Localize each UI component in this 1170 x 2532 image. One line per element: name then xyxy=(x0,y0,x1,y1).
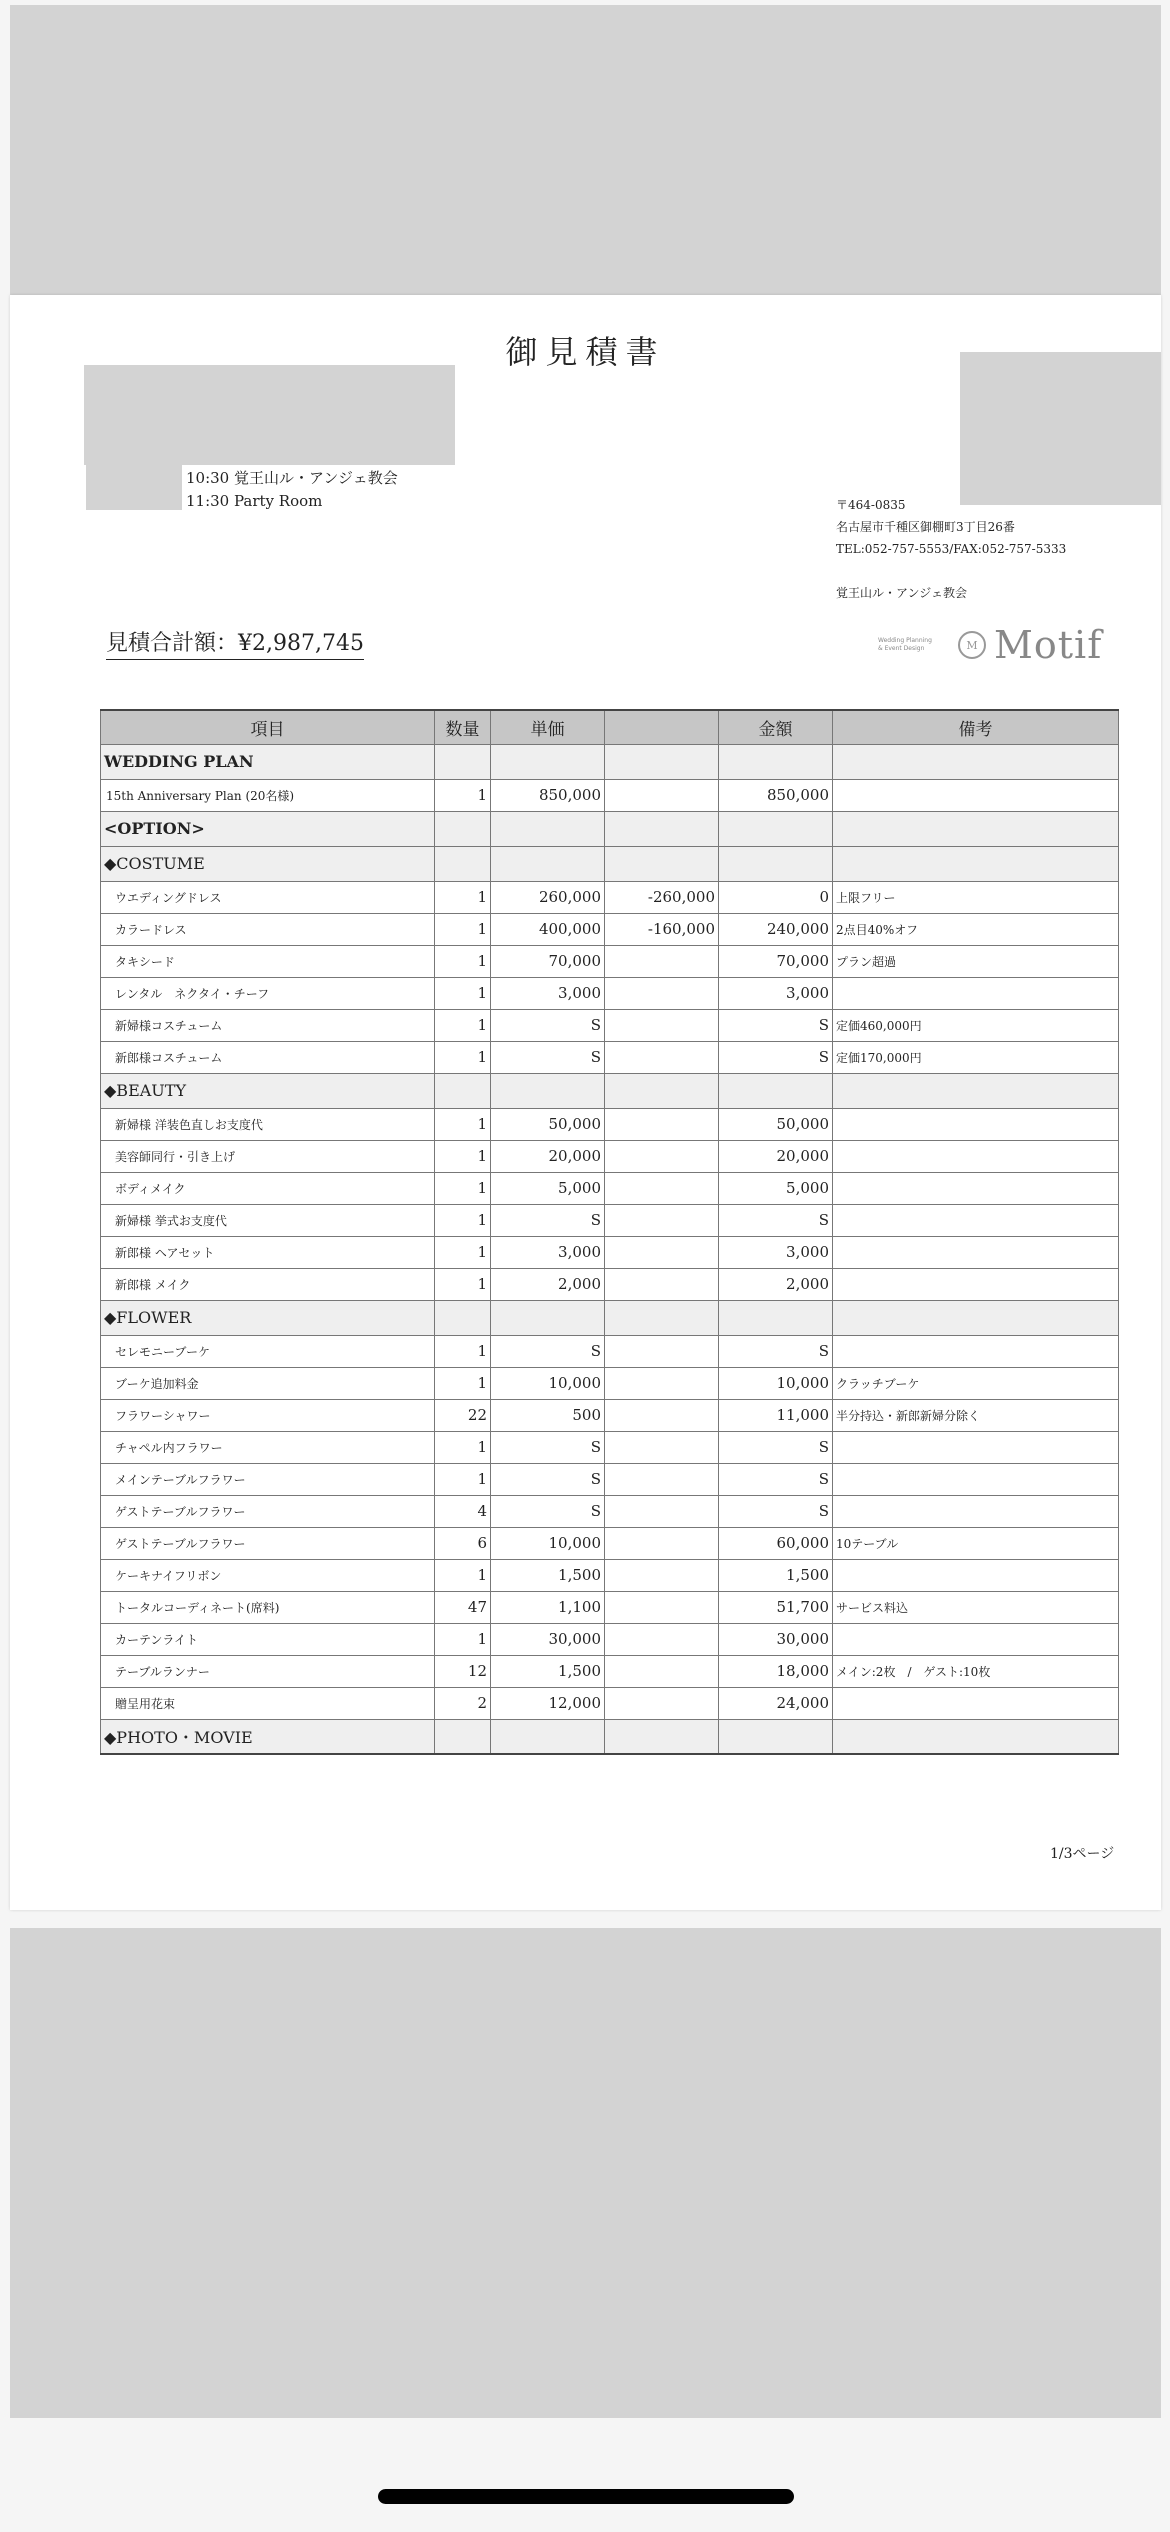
cell-amount: 10,000 xyxy=(719,1367,833,1399)
cell-price: S xyxy=(491,1009,605,1041)
cell-name: タキシード xyxy=(101,945,435,977)
cell-name: 新婦様 挙式お支度代 xyxy=(101,1204,435,1236)
schedule xyxy=(186,467,398,513)
company-info xyxy=(836,494,1066,604)
cell-disc xyxy=(605,1073,719,1108)
cell-note: サービス料込 xyxy=(833,1591,1119,1623)
section-row xyxy=(101,846,1119,881)
cell-disc xyxy=(605,1431,719,1463)
cell-qty: 1 xyxy=(435,1623,491,1655)
cell-note xyxy=(833,1463,1119,1495)
table-row xyxy=(101,1463,1119,1495)
cell-disc xyxy=(605,1236,719,1268)
cell-note xyxy=(833,1687,1119,1719)
cell-disc xyxy=(605,1108,719,1140)
cell-name: ボディメイク xyxy=(101,1172,435,1204)
cell-qty: 1 xyxy=(435,1463,491,1495)
cell-qty: 1 xyxy=(435,1236,491,1268)
logo-name: Motif xyxy=(994,623,1103,667)
table-row xyxy=(101,1591,1119,1623)
cell-qty: 1 xyxy=(435,913,491,945)
cell-note: 半分持込・新郎新婦分除く xyxy=(833,1399,1119,1431)
cell-amount: S xyxy=(719,1009,833,1041)
cell-amount: 3,000 xyxy=(719,977,833,1009)
table-row xyxy=(101,1268,1119,1300)
cell-amount xyxy=(719,744,833,779)
cell-qty: 12 xyxy=(435,1655,491,1687)
cell-amount: S xyxy=(719,1041,833,1073)
cell-note xyxy=(833,1172,1119,1204)
cell-name: ◆PHOTO・MOVIE xyxy=(101,1719,435,1754)
cell-amount: S xyxy=(719,1431,833,1463)
redacted-date xyxy=(86,465,182,510)
cell-amount: 1,500 xyxy=(719,1559,833,1591)
company-postal: 〒464-0835 xyxy=(836,498,906,512)
cell-disc xyxy=(605,1559,719,1591)
company-tel: TEL:052-757-5553/FAX:052-757-5333 xyxy=(836,542,1067,556)
cell-price xyxy=(491,744,605,779)
cell-amount: 24,000 xyxy=(719,1687,833,1719)
header-discount xyxy=(605,710,719,744)
cell-qty: 1 xyxy=(435,1335,491,1367)
cell-price: 30,000 xyxy=(491,1623,605,1655)
cell-note xyxy=(833,846,1119,881)
table-row xyxy=(101,1399,1119,1431)
home-indicator[interactable] xyxy=(378,2489,794,2504)
cell-name: ゲストテーブルフラワー xyxy=(101,1495,435,1527)
cell-price: 5,000 xyxy=(491,1172,605,1204)
cell-price: 12,000 xyxy=(491,1687,605,1719)
cell-amount: 2,000 xyxy=(719,1268,833,1300)
table-row xyxy=(101,1236,1119,1268)
table-row xyxy=(101,1009,1119,1041)
cell-qty: 1 xyxy=(435,881,491,913)
cell-disc xyxy=(605,1719,719,1754)
cell-note xyxy=(833,977,1119,1009)
cell-disc xyxy=(605,1687,719,1719)
cell-price: 70,000 xyxy=(491,945,605,977)
cell-qty: 2 xyxy=(435,1687,491,1719)
cell-price: 1,500 xyxy=(491,1559,605,1591)
cell-qty xyxy=(435,811,491,846)
cell-amount xyxy=(719,1719,833,1754)
cell-disc xyxy=(605,1335,719,1367)
cell-name: ブーケ追加料金 xyxy=(101,1367,435,1399)
cell-disc xyxy=(605,846,719,881)
cell-amount: 18,000 xyxy=(719,1655,833,1687)
cell-price xyxy=(491,811,605,846)
cell-name: メインテーブルフラワー xyxy=(101,1463,435,1495)
cell-note xyxy=(833,1719,1119,1754)
cell-price: 260,000 xyxy=(491,881,605,913)
cell-note xyxy=(833,1335,1119,1367)
cell-name: 新郎様 ヘアセット xyxy=(101,1236,435,1268)
cell-qty: 1 xyxy=(435,1009,491,1041)
cell-qty: 1 xyxy=(435,1172,491,1204)
page-number: 1/3ページ xyxy=(1050,1846,1115,1862)
cell-price: 1,100 xyxy=(491,1591,605,1623)
table-row xyxy=(101,1335,1119,1367)
table-row xyxy=(101,1431,1119,1463)
cell-qty xyxy=(435,744,491,779)
cell-name: ◆BEAUTY xyxy=(101,1073,435,1108)
cell-disc: -160,000 xyxy=(605,913,719,945)
cell-price: S xyxy=(491,1463,605,1495)
cell-amount xyxy=(719,846,833,881)
cell-disc xyxy=(605,1140,719,1172)
cell-disc xyxy=(605,1495,719,1527)
cell-name: セレモニーブーケ xyxy=(101,1335,435,1367)
table-row xyxy=(101,1041,1119,1073)
table-row xyxy=(101,1140,1119,1172)
cell-name: 新婦様コスチューム xyxy=(101,1009,435,1041)
section-row xyxy=(101,1719,1119,1754)
table-row xyxy=(101,945,1119,977)
cell-price: 500 xyxy=(491,1399,605,1431)
redacted-client-name xyxy=(84,365,455,465)
cell-amount: 11,000 xyxy=(719,1399,833,1431)
cell-name: カラードレス xyxy=(101,913,435,945)
cell-amount: 240,000 xyxy=(719,913,833,945)
cell-disc xyxy=(605,1399,719,1431)
cell-disc xyxy=(605,945,719,977)
cell-qty: 1 xyxy=(435,1204,491,1236)
cell-disc xyxy=(605,1367,719,1399)
cell-name: 新婦様 洋装色直しお支度代 xyxy=(101,1108,435,1140)
table-row xyxy=(101,913,1119,945)
cell-note xyxy=(833,1495,1119,1527)
cell-name: <OPTION> xyxy=(101,811,435,846)
cell-note xyxy=(833,744,1119,779)
schedule-ceremony: 10:30 覚王山ル・アンジェ教会 xyxy=(186,469,398,487)
cell-disc: -260,000 xyxy=(605,881,719,913)
cell-qty xyxy=(435,846,491,881)
cell-disc xyxy=(605,1463,719,1495)
cell-qty: 47 xyxy=(435,1591,491,1623)
cell-note: メイン:2枚 / ゲスト:10枚 xyxy=(833,1655,1119,1687)
estimate-total: 見積合計額：¥2,987,745 xyxy=(106,630,364,660)
table-row xyxy=(101,1623,1119,1655)
redacted-stamp xyxy=(960,352,1161,505)
cell-qty: 1 xyxy=(435,1108,491,1140)
cell-qty: 1 xyxy=(435,945,491,977)
table-row xyxy=(101,1655,1119,1687)
cell-amount: S xyxy=(719,1495,833,1527)
cell-name: テーブルランナー xyxy=(101,1655,435,1687)
cell-amount: 20,000 xyxy=(719,1140,833,1172)
cell-amount: 0 xyxy=(719,881,833,913)
cell-note xyxy=(833,811,1119,846)
cell-qty: 1 xyxy=(435,1041,491,1073)
cell-note xyxy=(833,1623,1119,1655)
cell-note xyxy=(833,1236,1119,1268)
cell-note: 2点目40%オフ xyxy=(833,913,1119,945)
cell-price: S xyxy=(491,1431,605,1463)
cell-price xyxy=(491,1073,605,1108)
cell-qty: 1 xyxy=(435,1140,491,1172)
cell-name: ウエディングドレス xyxy=(101,881,435,913)
redacted-area-bottom xyxy=(10,1928,1161,2418)
cell-name: 新郎様 メイク xyxy=(101,1268,435,1300)
header-amount: 金額 xyxy=(719,710,833,744)
table-row xyxy=(101,1559,1119,1591)
cell-disc xyxy=(605,744,719,779)
cell-note: 定価170,000円 xyxy=(833,1041,1119,1073)
cell-qty: 1 xyxy=(435,1268,491,1300)
cell-disc xyxy=(605,1172,719,1204)
cell-note xyxy=(833,1073,1119,1108)
cell-qty: 1 xyxy=(435,977,491,1009)
cell-price xyxy=(491,1300,605,1335)
cell-name: フラワーシャワー xyxy=(101,1399,435,1431)
logo-tagline: Wedding Planning & Event Design xyxy=(878,637,932,652)
cell-qty: 22 xyxy=(435,1399,491,1431)
logo-mark-icon: M xyxy=(958,631,986,659)
cell-name: チャペル内フラワー xyxy=(101,1431,435,1463)
cell-price: 850,000 xyxy=(491,779,605,811)
cell-note xyxy=(833,1108,1119,1140)
schedule-party: 11:30 Party Room xyxy=(186,492,323,510)
table-row xyxy=(101,1108,1119,1140)
company-address: 名古屋市千種区御棚町3丁目26番 xyxy=(836,520,1015,534)
cell-disc xyxy=(605,1591,719,1623)
cell-qty: 6 xyxy=(435,1527,491,1559)
table-row xyxy=(101,1172,1119,1204)
cell-amount: 70,000 xyxy=(719,945,833,977)
cell-disc xyxy=(605,1009,719,1041)
cell-disc xyxy=(605,1041,719,1073)
redacted-area-top xyxy=(10,5,1161,295)
cell-qty: 4 xyxy=(435,1495,491,1527)
cell-note: プラン超過 xyxy=(833,945,1119,977)
cell-disc xyxy=(605,1300,719,1335)
cell-price: 20,000 xyxy=(491,1140,605,1172)
table-row xyxy=(101,881,1119,913)
cell-price: 10,000 xyxy=(491,1527,605,1559)
table-row xyxy=(101,1367,1119,1399)
cell-disc xyxy=(605,779,719,811)
cell-amount: 3,000 xyxy=(719,1236,833,1268)
cell-price: S xyxy=(491,1204,605,1236)
cell-qty xyxy=(435,1719,491,1754)
document-title: 御見積書 xyxy=(505,333,666,371)
cell-price: 400,000 xyxy=(491,913,605,945)
table-header-row xyxy=(101,710,1119,744)
cell-price xyxy=(491,846,605,881)
cell-disc xyxy=(605,811,719,846)
cell-amount: S xyxy=(719,1463,833,1495)
cell-qty xyxy=(435,1300,491,1335)
section-row xyxy=(101,744,1119,779)
cell-price xyxy=(491,1719,605,1754)
table-row xyxy=(101,1495,1119,1527)
cell-amount: 5,000 xyxy=(719,1172,833,1204)
cell-name: カーテンライト xyxy=(101,1623,435,1655)
cell-name: レンタル ネクタイ・チーフ xyxy=(101,977,435,1009)
cell-note: 定価460,000円 xyxy=(833,1009,1119,1041)
section-row xyxy=(101,1073,1119,1108)
motif-logo xyxy=(878,625,1102,665)
cell-qty: 1 xyxy=(435,1431,491,1463)
cell-name: トータルコーディネート(席料) xyxy=(101,1591,435,1623)
cell-name: 新郎様コスチューム xyxy=(101,1041,435,1073)
cell-price: 50,000 xyxy=(491,1108,605,1140)
cell-note xyxy=(833,1431,1119,1463)
cell-note: 10テーブル xyxy=(833,1527,1119,1559)
cell-disc xyxy=(605,1204,719,1236)
table-row xyxy=(101,977,1119,1009)
cell-note: クラッチブーケ xyxy=(833,1367,1119,1399)
cell-amount: S xyxy=(719,1204,833,1236)
cell-amount xyxy=(719,811,833,846)
cell-price: 10,000 xyxy=(491,1367,605,1399)
cell-note xyxy=(833,1204,1119,1236)
cell-note xyxy=(833,779,1119,811)
cell-qty: 1 xyxy=(435,1367,491,1399)
cell-price: S xyxy=(491,1495,605,1527)
cell-amount: 850,000 xyxy=(719,779,833,811)
cell-amount: 51,700 xyxy=(719,1591,833,1623)
estimate-page xyxy=(10,295,1161,1910)
section-row xyxy=(101,1300,1119,1335)
cell-disc xyxy=(605,1268,719,1300)
cell-note xyxy=(833,1268,1119,1300)
cell-price: S xyxy=(491,1041,605,1073)
cell-disc xyxy=(605,977,719,1009)
cell-price: 3,000 xyxy=(491,977,605,1009)
cell-name: ケーキナイフリボン xyxy=(101,1559,435,1591)
table-row xyxy=(101,779,1119,811)
header-qty: 数量 xyxy=(435,710,491,744)
cell-amount xyxy=(719,1300,833,1335)
header-unit-price: 単価 xyxy=(491,710,605,744)
header-item: 項目 xyxy=(101,710,435,744)
cell-name: ◆COSTUME xyxy=(101,846,435,881)
cell-name: ゲストテーブルフラワー xyxy=(101,1527,435,1559)
cell-price: 1,500 xyxy=(491,1655,605,1687)
cell-note: 上限フリー xyxy=(833,881,1119,913)
company-venue: 覚王山ル・アンジェ教会 xyxy=(836,586,967,600)
cell-amount xyxy=(719,1073,833,1108)
cell-note xyxy=(833,1140,1119,1172)
cell-disc xyxy=(605,1527,719,1559)
cell-name: WEDDING PLAN xyxy=(101,744,435,779)
table-row xyxy=(101,1527,1119,1559)
cell-price: 3,000 xyxy=(491,1236,605,1268)
section-row xyxy=(101,811,1119,846)
table-row xyxy=(101,1204,1119,1236)
cell-note xyxy=(833,1300,1119,1335)
cell-name: 美容師同行・引き上げ xyxy=(101,1140,435,1172)
header-note: 備考 xyxy=(833,710,1119,744)
cell-qty: 1 xyxy=(435,1559,491,1591)
cell-amount: 60,000 xyxy=(719,1527,833,1559)
cell-price: S xyxy=(491,1335,605,1367)
cell-price: 2,000 xyxy=(491,1268,605,1300)
cell-qty: 1 xyxy=(435,779,491,811)
cell-name: 15th Anniversary Plan (20名様) xyxy=(101,779,435,811)
cell-name: 贈呈用花束 xyxy=(101,1687,435,1719)
cell-amount: S xyxy=(719,1335,833,1367)
cell-disc xyxy=(605,1655,719,1687)
table-row xyxy=(101,1687,1119,1719)
cell-qty xyxy=(435,1073,491,1108)
cell-name: ◆FLOWER xyxy=(101,1300,435,1335)
cell-amount: 30,000 xyxy=(719,1623,833,1655)
cell-note xyxy=(833,1559,1119,1591)
cell-amount: 50,000 xyxy=(719,1108,833,1140)
estimate-table xyxy=(100,709,1119,1755)
cell-disc xyxy=(605,1623,719,1655)
